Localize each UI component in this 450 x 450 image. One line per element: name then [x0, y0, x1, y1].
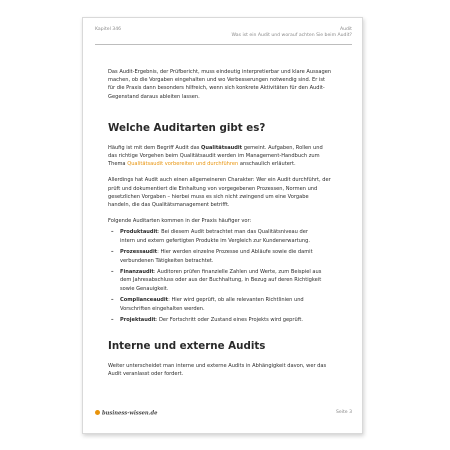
term-complianceaudit: Complianceaudit	[120, 297, 169, 304]
link-qualitaetsaudit-vorbereiten[interactable]: Qualitätsaudit vorbereiten und durchführen	[127, 161, 239, 168]
paragraph-line: Weiter unterscheidet man interne und externe Audits in Abhängigkeit davon, wer das	[108, 362, 327, 369]
paragraph-text: Thema	[108, 161, 128, 168]
item-text: intern und extern gefertigten Produkte im Vergleich zur Kundenerwartung.	[120, 237, 310, 244]
header-title: Audit	[339, 27, 352, 32]
paragraph-line: gesetzlichen Vorgaben – hierbei muss es sich nicht zwingend um eine Vorgabe	[108, 193, 309, 200]
item-text: : Auditoren prüfen finanzielle Zahlen und Werte, zum Beispiel aus	[153, 269, 322, 276]
header-subtitle: Was ist ein Audit und worauf achten Sie beim Audit?	[231, 33, 352, 38]
list-intro: Folgende Auditarten kommen in der Praxis häufiger vor:	[108, 218, 252, 225]
intro-line: für die Praxis dann besonders hilfreich, wenn sich konkrete Aktivitäten für den Audit-	[108, 85, 325, 92]
item-text: : Hier werden einzelne Prozesse und Abläufe sowie die damit	[157, 249, 313, 256]
item-text: : Hier wird geprüft, ob alle relevanten Richtlinien und	[168, 297, 304, 304]
dash-bullet: –	[111, 297, 114, 304]
paragraph-text: Häufig ist mit dem Begriff Audit das	[108, 144, 201, 151]
list-item-complianceaudit	[108, 296, 348, 312]
list-item-finanzaudit	[108, 268, 348, 293]
paragraph-interne-externe	[108, 362, 348, 378]
paragraph-text: anschaulich erläutert.	[238, 161, 296, 168]
term-projektaudit: Projektaudit	[120, 317, 156, 324]
header-title-block	[232, 27, 352, 39]
footer-logo-text: business-wissen.de	[102, 410, 158, 417]
list-item-prozessaudit	[108, 248, 348, 264]
dash-bullet: –	[111, 249, 114, 256]
dash-bullet: –	[111, 269, 114, 276]
intro-line: machen, ob die Vorgaben eingehalten und wo Verbesserungen notwendig sind. Er ist	[108, 77, 325, 84]
term-finanzaudit: Finanzaudit	[120, 269, 154, 276]
auditarten-list	[108, 228, 348, 324]
paragraph-line: handeln, die das Qualitätsmanagement betrifft.	[108, 202, 230, 209]
header-chapter: Kapitel 346	[95, 27, 122, 32]
paragraph-line: Allerdings hat Audit auch einen allgemeineren Charakter: Wer ein Audit durchführt, der	[108, 177, 331, 184]
logo-dot-icon	[95, 410, 100, 415]
paragraph-qualitaetsaudit	[108, 144, 348, 169]
item-text: Vorschriften eingehalten werden.	[120, 305, 205, 312]
intro-line: Gegenstand daraus ableiten lassen.	[108, 93, 200, 100]
paragraph-allgemeiner-charakter	[108, 176, 348, 209]
paragraph-text: gemeint. Aufgaben, Rollen und	[242, 144, 323, 151]
page-content	[108, 68, 348, 378]
term-produktaudit: Produktaudit	[120, 229, 158, 236]
intro-line: Das Audit-Ergebnis, der Prüfbericht, muss eindeutig interpretierbar und klare Aussagen	[108, 69, 332, 75]
item-text: verbundenen Tätigkeiten betrachtet.	[120, 257, 214, 264]
bold-term-qualitaetsaudit: Qualitätsaudit	[200, 144, 243, 151]
term-prozessaudit: Prozessaudit	[120, 249, 158, 256]
paragraph-text: das richtige Vorgehen beim Qualitätsaudit werden im Management-Handbuch zum	[108, 153, 320, 160]
list-item-projektaudit	[108, 316, 348, 324]
header-divider	[95, 44, 352, 45]
paragraph-line: prüft und dokumentiert die Einhaltung von vorgegebenen Prozessen, Normen und	[108, 185, 318, 192]
item-text: dem Jahresabschluss oder aus der Buchhaltung, in Bezug auf deren Richtigkeit	[120, 277, 322, 284]
paragraph-line: Audit veranlasst oder fordert.	[108, 371, 184, 378]
item-text: sowie Genauigkeit.	[120, 285, 169, 292]
section-heading-auditarten: Welche Auditarten gibt es?	[108, 121, 266, 134]
list-item-produktaudit	[108, 228, 348, 244]
section-heading-interne-externe: Interne und externe Audits	[108, 339, 266, 352]
dash-bullet: –	[111, 317, 114, 324]
item-text: : Bei diesem Audit betrachtet man das Qualitätsniveau der	[157, 229, 308, 236]
document-page	[82, 17, 363, 434]
dash-bullet: –	[111, 229, 114, 236]
intro-paragraph	[108, 68, 348, 101]
footer-logo	[95, 410, 157, 417]
item-text: : Der Fortschritt oder Zustand eines Projekts wird geprüft.	[155, 317, 304, 324]
page-number: Seite 3	[335, 410, 352, 415]
